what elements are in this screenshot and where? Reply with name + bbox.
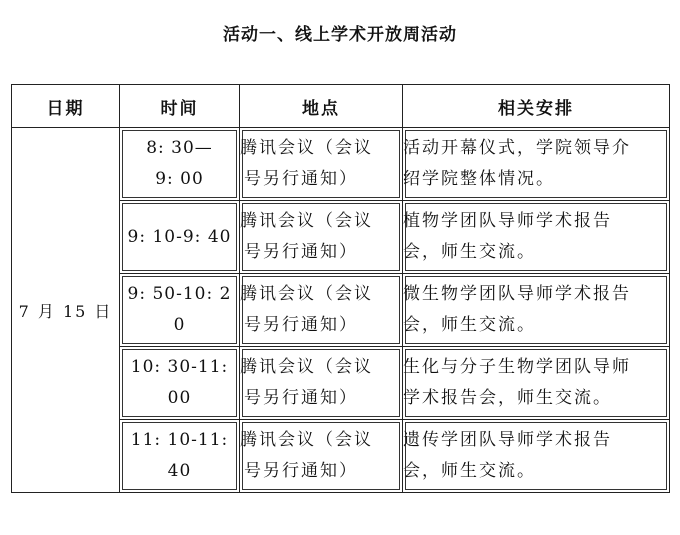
time-line: 0 bbox=[173, 315, 186, 335]
place-line: 腾讯会议（会议 bbox=[240, 284, 373, 304]
time-cell bbox=[120, 347, 240, 420]
plan-line: 遗传学团队导师学术报告 bbox=[403, 430, 612, 450]
time-line: 9: 10-9: 40 bbox=[127, 226, 232, 247]
place-cell bbox=[240, 420, 403, 493]
plan-line: 植物学团队导师学术报告 bbox=[403, 211, 612, 231]
schedule-table bbox=[11, 84, 670, 493]
time-line: 9: 50-10: 2 bbox=[127, 284, 232, 304]
plan-line: 生化与分子生物学团队导师 bbox=[403, 357, 631, 377]
plan-line: 学术报告会，师生交流。 bbox=[403, 388, 612, 408]
document-title: 活动一、线上学术开放周活动 bbox=[223, 25, 457, 45]
plan-line: 会，师生交流。 bbox=[403, 315, 536, 335]
plan-cell bbox=[403, 128, 670, 201]
plan-line: 绍学院整体情况。 bbox=[403, 169, 555, 189]
time-line: 8: 30— bbox=[146, 138, 213, 158]
time-cell bbox=[120, 201, 240, 274]
time-cell bbox=[120, 420, 240, 493]
place-cell bbox=[240, 274, 403, 347]
time-line: 9: 00 bbox=[155, 169, 204, 189]
plan-line: 会，师生交流。 bbox=[403, 242, 536, 262]
place-line: 腾讯会议（会议 bbox=[240, 430, 373, 450]
plan-cell bbox=[403, 274, 670, 347]
place-line: 号另行通知） bbox=[244, 315, 358, 335]
place-cell bbox=[240, 347, 403, 420]
header-time: 时间 bbox=[120, 85, 240, 128]
time-cell bbox=[120, 128, 240, 201]
place-line: 号另行通知） bbox=[244, 242, 358, 262]
time-line: 11: 10-11: bbox=[130, 430, 229, 450]
time-cell bbox=[120, 274, 240, 347]
table-row bbox=[12, 128, 670, 201]
place-line: 腾讯会议（会议 bbox=[240, 357, 373, 377]
plan-cell bbox=[403, 420, 670, 493]
place-cell bbox=[240, 201, 403, 274]
time-line: 10: 30-11: bbox=[130, 357, 229, 377]
place-line: 号另行通知） bbox=[244, 169, 358, 189]
plan-line: 活动开幕仪式，学院领导介 bbox=[403, 138, 631, 158]
place-line: 腾讯会议（会议 bbox=[240, 138, 373, 158]
date-cell: 7 月 15 日 bbox=[12, 128, 120, 493]
header-plan: 相关安排 bbox=[403, 85, 670, 128]
place-line: 腾讯会议（会议 bbox=[240, 211, 373, 231]
plan-line: 微生物学团队导师学术报告 bbox=[403, 284, 631, 304]
time-line: 00 bbox=[167, 388, 192, 408]
plan-cell bbox=[403, 201, 670, 274]
place-cell bbox=[240, 128, 403, 201]
place-line: 号另行通知） bbox=[244, 461, 358, 481]
plan-line: 会，师生交流。 bbox=[403, 461, 536, 481]
plan-cell bbox=[403, 347, 670, 420]
place-line: 号另行通知） bbox=[244, 388, 358, 408]
header-row bbox=[12, 85, 670, 128]
header-date: 日期 bbox=[12, 85, 120, 128]
time-line: 40 bbox=[167, 461, 192, 481]
header-place: 地点 bbox=[240, 85, 403, 128]
